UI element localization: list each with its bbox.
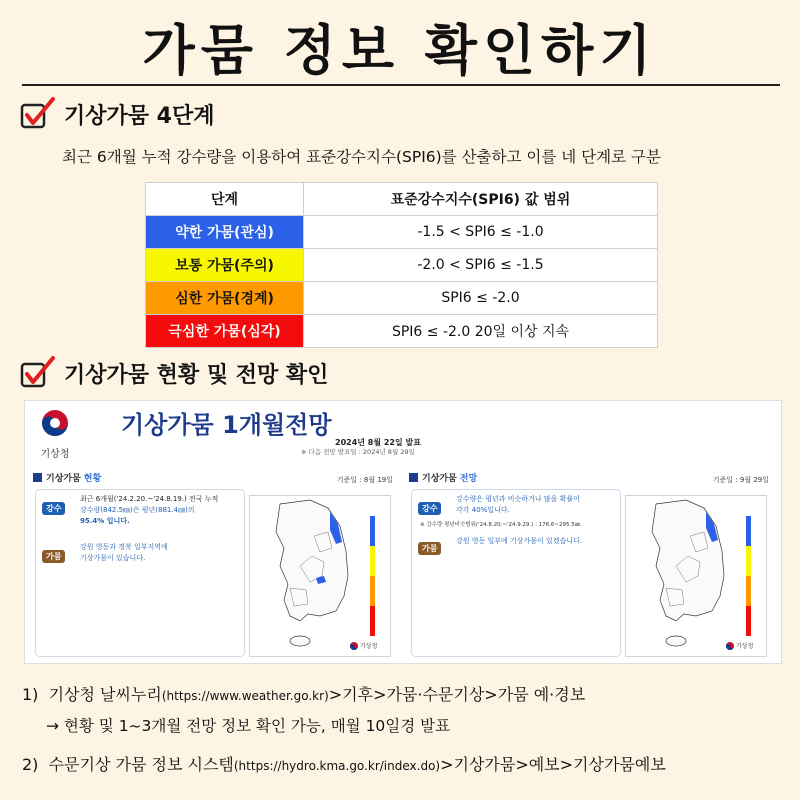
section-title: 기상가뭄 현황 및 전망 확인 [64,362,329,388]
table-header-row [146,183,658,216]
table-row [146,315,658,348]
status-info-box [35,489,245,657]
table-row [146,282,658,315]
section-title: 기상가뭄 4단계 [64,103,215,129]
checkbox-check-icon [20,97,56,131]
forecast-reference-date: 기준일 : 9월 29일 [712,476,769,484]
forecast-info-box [411,489,621,657]
forecast-date: 2024년 8월 22일 발표 [335,438,421,447]
precip-tag: 강수 [418,502,441,515]
spi-range-cell: -2.0 < SPI6 ≤ -1.5 [304,249,658,282]
footer-item-1-sub: → 현황 및 1~3개월 전망 정보 확인 가능, 매월 10일경 발표 [46,717,451,735]
forecast-card-heading: 기상가뭄 전망 [409,471,477,484]
korea-map-icon [626,496,766,656]
status-card-heading: 기상가뭄 현황 [33,471,101,484]
status-precip-text: 최근 6개월('24.2.20.~'24.8.19.) 전국 누적 강수량(842.5㎜)은 평년(881.4㎜)의 95.4% 입니다. [80,495,219,525]
hydro-url-link[interactable]: (https://hydro.kma.go.kr/index.do) [233,759,441,773]
footer-item-2: 2) 수문기상 가뭄 정보 시스템(https://hydro.kma.go.kr/index.do)>기상가뭄>예보>기상가뭄예보 [22,755,666,774]
weather-url-link[interactable]: (https://www.weather.go.kr) [161,689,329,703]
map-logo-text: 기상청 [360,643,378,650]
status-reference-date: 기준일 : 8월 19일 [336,476,393,484]
precip-tag: 강수 [42,502,65,515]
drought-tag: 가뭄 [42,550,65,563]
korea-map-icon [250,496,390,656]
stage-level-cell: 보통 가뭄(주의) [146,249,304,282]
status-card [29,467,399,657]
column-header-stage: 단계 [146,183,304,216]
table-row [146,216,658,249]
forecast-precip-text: 강수량은 평년과 비슷하거나 많을 확률이 각각 40%입니다. [456,495,580,514]
kma-logo-text: 기상청 [40,449,70,460]
korea-drought-map [249,495,391,657]
footer-item-1: 1) 기상청 날씨누리(https://www.weather.go.kr)>기후>가뭄·수문기상>가뭄 예·경보 [22,685,586,704]
table-row [146,249,658,282]
korea-drought-map [625,495,767,657]
stage-level-cell: 심한 가뭄(경계) [146,282,304,315]
status-drought-text: 강원 영동과 경북 일부지역에 기상가뭄이 있습니다. [80,543,168,562]
section-description: 최근 6개월 누적 강수량을 이용하여 표준강수지수(SPI6)를 산출하고 이를 네 단계로 구분 [62,148,661,166]
forecast-drought-text: 강원 영동 일부에 기상가뭄이 있겠습니다. [456,537,583,545]
spi-range-cell: -1.5 < SPI6 ≤ -1.0 [304,216,658,249]
page-title: 가뭄 정보 확인하기 [142,19,658,82]
title-divider [22,84,780,86]
kma-logo [35,409,75,460]
forecast-normal-range: ※ 강수량 평년비슷범위('24.8.20.~'24.9.29.) : 176.6~295.5㎜ [420,522,581,528]
square-bullet-icon [33,473,42,482]
section-heading-drought-status [20,356,328,390]
drought-forecast-image [24,400,782,664]
drought-tag: 가뭄 [418,542,441,555]
section-heading-drought-stages [20,97,214,131]
checkbox-check-icon [20,356,56,390]
kma-emblem-icon [41,409,69,437]
spi-range-cell: SPI6 ≤ -2.0 20일 이상 지속 [304,315,658,348]
stage-level-cell: 약한 가뭄(관심) [146,216,304,249]
square-bullet-icon [409,473,418,482]
spi-range-cell: SPI6 ≤ -2.0 [304,282,658,315]
forecast-next-date: ※ 다음 전망 발표일 : 2024년 8월 29일 [301,448,415,456]
drought-stage-table [145,182,658,348]
map-logo-text: 기상청 [736,643,754,650]
forecast-title: 기상가뭄 1개월전망 [121,411,332,439]
forecast-card [405,467,775,657]
column-header-spi-range: 표준강수지수(SPI6) 값 범위 [304,183,658,216]
stage-level-cell: 극심한 가뭄(심각) [146,315,304,348]
